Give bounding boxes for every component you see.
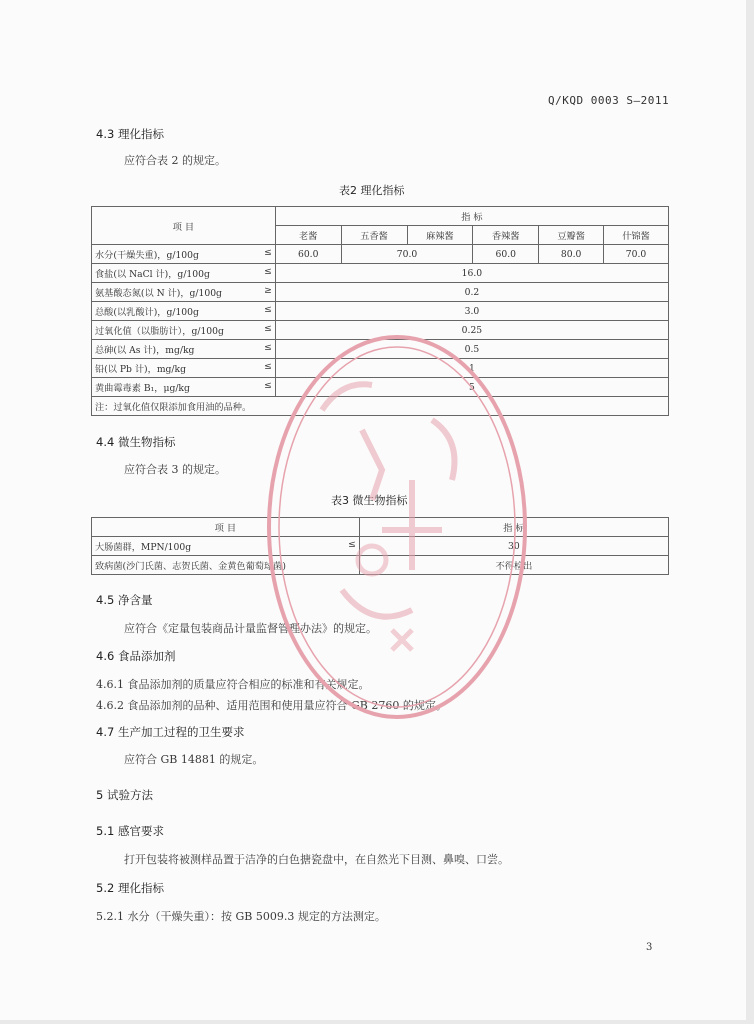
table-row [92,245,669,264]
row-value: 0.25 [275,321,668,340]
table3-header-item: 项 目 [92,518,360,537]
row-label: 氨基酸态氮(以 N 计)，g/100g [95,288,222,299]
section-4-7-heading: 4.7 生产加工过程的卫生要求 [96,725,245,739]
table2-physicochemical [91,206,669,416]
table2-caption: 表2 理化指标 [339,184,405,197]
row-operator: ≤ [264,361,272,372]
variety-header: 豆瓣酱 [539,226,604,245]
row-operator: ≤ [264,323,272,334]
row-label: 总砷(以 As 计)，mg/kg [95,345,195,356]
table2-header-item: 项 目 [92,207,276,245]
row-value: 3.0 [275,302,668,321]
row-value: 1 [275,359,668,378]
document-number: Q/KQD 0003 S—2011 [548,94,670,107]
row-operator: ≤ [264,266,272,277]
row-operator: ≤ [264,304,272,315]
section-4-4-heading: 4.4 微生物指标 [96,435,176,449]
row-value: 0.5 [275,340,668,359]
section-5-1-text: 打开包装将被测样品置于洁净的白色搪瓷盘中，在自然光下目测、鼻嗅、口尝。 [124,853,509,866]
variety-header: 五香酱 [341,226,407,245]
section-5-1-heading: 5.1 感官要求 [96,824,164,838]
variety-header: 老酱 [275,226,341,245]
table-row [92,302,669,321]
row-label: 大肠菌群，MPN/100g [95,542,192,553]
row-value: 0.2 [275,283,668,302]
table-row [92,378,669,397]
table3-microbiological [91,517,669,575]
variety-header: 什锦酱 [604,226,669,245]
row-label: 致病菌(沙门氏菌、志贺氏菌、金黄色葡萄球菌) [95,561,286,572]
section-4-5-text: 应符合《定量包装商品计量监督管理办法》的规定。 [124,622,377,635]
row-operator: ≥ [264,285,272,296]
row-value: 不得检出 [359,556,668,575]
section-4-3-text: 应符合表 2 的规定。 [124,154,226,167]
table-row [92,321,669,340]
table3-header-index: 指 标 [359,518,668,537]
section-4-4-text: 应符合表 3 的规定。 [124,463,226,476]
row-label: 黄曲霉毒素 B₁，μg/kg [95,383,190,394]
table-row [92,340,669,359]
row-operator: ≤ [348,539,356,550]
section-4-6-2: 4.6.2 食品添加剂的品种、适用范围和使用量应符合 GB 2760 的规定。 [96,699,447,712]
table-row [92,537,669,556]
section-4-5-heading: 4.5 净含量 [96,593,153,607]
page-number: 3 [646,942,653,953]
section-4-6-1: 4.6.1 食品添加剂的质量应符合相应的标准和有关规定。 [96,678,370,691]
variety-header: 香辣酱 [473,226,539,245]
row-label: 水分(干燥失重)，g/100g [95,250,199,261]
table-row [92,283,669,302]
table3-caption: 表3 微生物指标 [331,494,408,507]
row-value: 30 [359,537,668,556]
variety-header: 麻辣酱 [407,226,473,245]
water-value: 70.0 [604,245,669,264]
row-label: 铅(以 Pb 计)，mg/kg [95,364,186,375]
row-label: 过氧化值（以脂肪计），g/100g [95,326,224,337]
row-value: 16.0 [275,264,668,283]
water-value: 60.0 [473,245,539,264]
section-4-6-heading: 4.6 食品添加剂 [96,649,176,663]
table2-note: 注：过氧化值仅限添加食用油的品种。 [92,397,669,416]
row-operator: ≤ [264,380,272,391]
table2-header-index: 指 标 [275,207,668,226]
section-5-heading: 5 试验方法 [96,788,153,802]
row-operator: ≤ [264,247,272,258]
row-operator: ≤ [264,342,272,353]
water-value: 70.0 [341,245,473,264]
water-value: 80.0 [539,245,604,264]
section-5-2-1: 5.2.1 水分（干燥失重）：按 GB 5009.3 规定的方法测定。 [96,910,386,923]
table-row [92,264,669,283]
row-label: 食盐(以 NaCl 计)，g/100g [95,269,210,280]
row-value: 5 [275,378,668,397]
water-value: 60.0 [275,245,341,264]
table-row [92,556,669,575]
row-label: 总酸(以乳酸计)，g/100g [95,307,199,318]
section-5-2-heading: 5.2 理化指标 [96,881,164,895]
table-note-row [92,397,669,416]
section-4-7-text: 应符合 GB 14881 的规定。 [124,753,264,766]
section-4-3-heading: 4.3 理化指标 [96,127,164,141]
table-row [92,359,669,378]
